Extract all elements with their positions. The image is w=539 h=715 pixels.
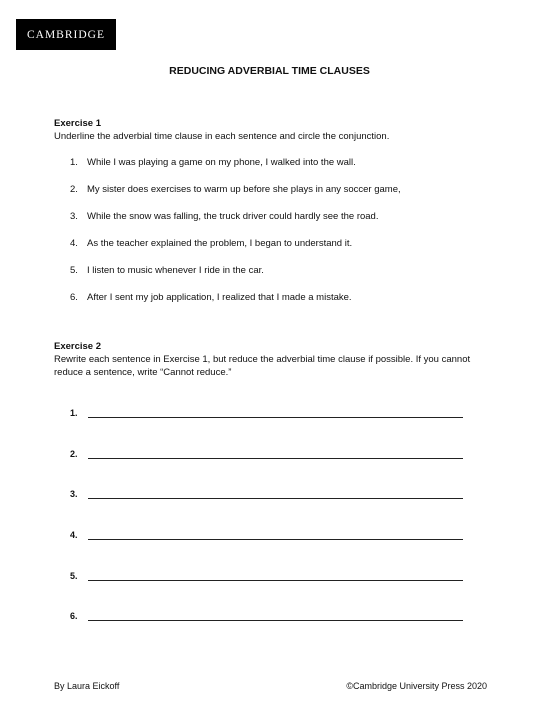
page-title: REDUCING ADVERBIAL TIME CLAUSES (169, 65, 370, 77)
exercise-1-instruction: Underline the adverbial time clause in each sentence and circle the conjunction. (54, 131, 390, 142)
answer-line-number: 1. (70, 408, 78, 418)
answer-rule (88, 458, 463, 459)
answer-line[interactable] (70, 611, 465, 623)
exercise-1-item (70, 184, 401, 195)
exercise-1-heading: Exercise 1 (54, 118, 102, 129)
item-text: My sister does exercises to warm up before she plays in any soccer game, (87, 184, 401, 195)
answer-line[interactable] (70, 408, 465, 420)
answer-rule (88, 620, 463, 621)
item-text: As the teacher explained the problem, I began to understand it. (87, 238, 353, 249)
answer-rule (88, 498, 463, 499)
exercise-1-item (70, 265, 264, 276)
answer-line-number: 2. (70, 449, 78, 459)
exercise-1-item (70, 292, 352, 303)
exercise-2-heading: Exercise 2 (54, 341, 102, 352)
item-number: 1. (70, 157, 78, 168)
cambridge-logo (16, 19, 116, 50)
answer-line-number: 3. (70, 489, 78, 499)
answer-line-number: 4. (70, 530, 78, 540)
answer-line-number: 5. (70, 571, 78, 581)
footer-copyright: ©Cambridge University Press 2020 (346, 681, 487, 691)
exercise-1-item (70, 211, 378, 222)
exercise-1-item (70, 238, 352, 249)
answer-rule (88, 580, 463, 581)
item-text: After I sent my job application, I realized that I made a mistake. (87, 292, 352, 303)
answer-line[interactable] (70, 530, 465, 542)
answer-line[interactable] (70, 489, 465, 501)
exercise-2-instruction: Rewrite each sentence in Exercise 1, but reduce the adverbial time clause if possible. If you cannot reduce a sentence, write “Cannot reduce.” (54, 354, 471, 378)
answer-line-number: 6. (70, 611, 78, 621)
logo-text: CAMBRIDGE (26, 28, 105, 41)
item-text: While I was playing a game on my phone, I walked into the wall. (87, 157, 356, 168)
item-number: 6. (70, 292, 78, 303)
answer-line[interactable] (70, 571, 465, 583)
exercise-1-item (70, 157, 356, 168)
item-number: 2. (70, 184, 78, 195)
item-text: While the snow was falling, the truck driver could hardly see the road. (87, 211, 379, 222)
item-text: I listen to music whenever I ride in the car. (87, 265, 264, 276)
item-number: 5. (70, 265, 78, 276)
answer-line[interactable] (70, 449, 465, 461)
item-number: 4. (70, 238, 78, 249)
item-number: 3. (70, 211, 78, 222)
footer-author: By Laura Eickoff (54, 681, 120, 691)
answer-rule (88, 417, 463, 418)
answer-rule (88, 539, 463, 540)
